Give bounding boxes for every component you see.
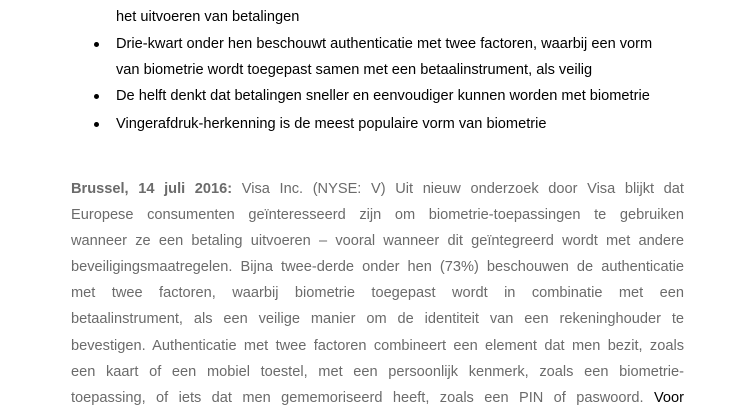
paragraph-line: bevestigen. Authenticatie met twee factoren combineert een element dat men bezit, zoals [71,337,684,354]
body-paragraph [71,176,684,411]
paragraph-line: een kaart of een mobiel toestel, met een persoonlijk kenmerk, zoals een biometrie- [71,363,684,380]
paragraph-line [71,385,684,411]
paragraph-line: betaalinstrument, als een veilige manier om de identiteit van een rekeninghouder te [71,311,684,328]
bullet-item-1-line-2: van biometrie wordt toegepast samen met een betaalinstrument, als veilig [116,62,593,78]
bullet-icon [94,42,99,47]
paragraph-line: Europese consumenten geïnteresseerd zijn om biometrie-toepassingen te gebruiken [71,207,684,224]
paragraph-line [71,176,684,202]
dateline: Brussel, 14 juli 2016: [71,181,233,197]
paragraph-line-text: toepassing, of iets dat men gememoriseerd heeft, zoals een PIN of paswoord. [71,389,644,406]
bullet-item-3-line-1: Vingerafdruk-herkenning is de meest populaire vorm van biometrie [116,116,547,132]
paragraph-line: met twee factoren, waarbij biometrie toegepast wordt in combinatie met een [71,285,684,302]
bullet-item-1-line-1: Drie-kwart onder hen beschouwt authenticatie met twee factoren, waarbij een vorm [116,36,653,52]
bullet-icon [94,122,99,127]
bullet-icon [94,94,99,99]
paragraph-line: beveiligingsmaatregelen. Bijna twee-derde onder hen (73%) beschouwen de authenticatie [71,259,684,276]
next-sentence-start: Voor [653,389,684,406]
paragraph-line: wanneer ze een betaling uitvoeren – vooral wanneer dit geïntegreerd wordt met andere [71,233,684,250]
bullet-item-0-line-2: het uitvoeren van betalingen [116,9,300,25]
paragraph-line-text: Visa Inc. (NYSE: V) Uit nieuw onderzoek door Visa blijkt dat [241,181,684,197]
bullet-item-2-line-1: De helft denkt dat betalingen sneller en eenvoudiger kunnen worden met biometrie [116,88,650,104]
